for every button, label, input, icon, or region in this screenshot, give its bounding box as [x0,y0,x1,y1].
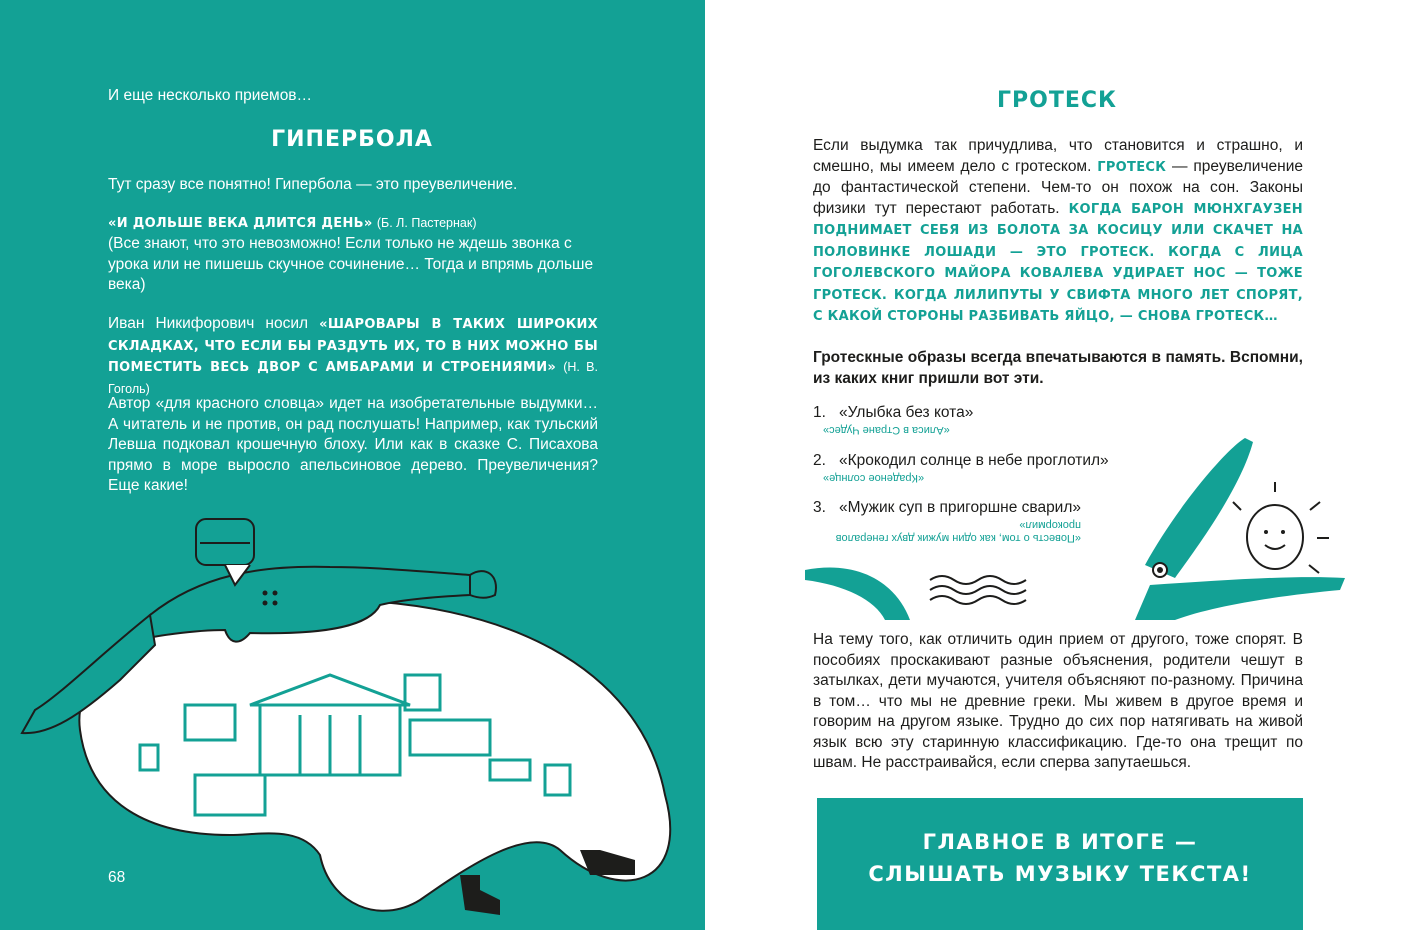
list-item-number: 3. [813,499,826,516]
list-item-number: 1. [813,404,826,421]
answer-upside-down: «Краденое солнце» [823,472,925,484]
heading-grotesque: ГРОТЕСК [996,88,1117,113]
man-in-huge-trousers-illustration [0,505,705,930]
crocodile-lower-jaw [1135,577,1345,620]
banner-line-1: ГЛАВНОЕ В ИТОГЕ — [922,830,1198,854]
crocodile-and-sun-illustration [705,430,1410,630]
trousers-shape [79,600,670,911]
grotesque-examples: КОГДА БАРОН МЮНХГАУЗЕН ПОДНИМАЕТ СЕБЯ ИЗ БОЛОТА ЗА КОСИЦУ ИЛИ СКАЧЕТ НА ПОЛОВИНКЕ ЛОШАДИ — ЭТО ГРОТЕСК. КОГДА С ЛИЦА ГОГОЛЕВСКОГО МАЙОРА КОВАЛЕВА УДИРАЕТ НОС — ТОЖЕ ГРОТЕСК. КОГДА ЛИЛИПУТЫ У СВИФТА МНОГО ЛЕТ СПОРЯТ, С КАКОЙ СТОРОНЫ РАЗБИВАТЬ ЯЙЦО, — СНОВА ГРОТЕСК… [813,201,1303,324]
intro-text: И еще несколько приемов… [108,87,313,104]
crocodile-tail [805,567,910,620]
answer-upside-down: «Алиса в Стране Чудес» [823,424,950,436]
question-text: Гротескные образы всегда впечатываются в память. Вспомни, из каких книг пришли вот эти. [813,349,1303,387]
gogol-lead: Иван Никифорович носил [108,315,320,332]
hyperbola-definition: Тут сразу все понятно! Гипербола — это преувеличение. [108,176,518,193]
list-item-text: «Крокодил солнце в небе проглотил» [839,452,1109,469]
grotesque-paragraph [813,136,1303,328]
grotesque-term: ГРОТЕСК [1097,159,1167,175]
quote-pasternak: «И ДОЛЬШЕ ВЕКА ДЛИТСЯ ДЕНЬ» [108,216,373,231]
classification-paragraph: На тему того, как отличить один прием от другого, тоже спорят. В пособиях проскакивают разные объяснения, родители чешут в затылках, дети мучаются, учителя объясняют по-разному. Причина в том… что мы не древние греки. Мы живем в другое время и говорим на другом языке. Трудно до сих пор натягивать на живой язык всю эту старинную классификацию. Где-то она трещит по швам. Не расстраивайся, если сперва запутаешься. [813,631,1303,771]
list-item-text: «Мужик суп в пригоршне сварил» [839,499,1082,516]
sun-icon [1247,505,1303,569]
hyperbola-examples: Автор «для красного словца» идет на изобретательные выдумки… А читатель и не против, он рад послушать! Например, как тульский Левша подковал крошечную блоху. Или как в сказке С. Писахова прямо в море выросло апельсиновое дерево. Преувеличения? Еще какие! [108,395,598,494]
hyperbola-comment: (Все знают, что это невозможно! Если только не ждешь звонка с урока или не пишешь скучное сочинение… Тогда и впрямь дольше века) [108,235,594,293]
boot-left [460,875,500,915]
right-page [705,0,1410,930]
summary-banner [817,798,1303,930]
grotesque-intro: Если выдумка так причудлива, что становится и страшно, и смешно, мы имеем дело с гротеском. [813,137,1303,175]
list-item-text: «Улыбка без кота» [839,404,974,421]
water-waves [930,576,1026,604]
list-item-number: 2. [813,452,826,469]
quote-gogol-author: (Н. В. Гоголь) [108,360,598,396]
answer-upside-down: «Повесть о том, как один мужик двух генералов прокормил» [835,519,1081,544]
right-hand [470,571,496,598]
heading-hyperbola: ГИПЕРБОЛА [271,127,433,152]
crocodile-upper-jaw [1145,438,1253,578]
gogol-paragraph [108,314,598,399]
banner-line-2: СЛЫШАТЬ МУЗЫКУ ТЕКСТА! [868,862,1252,886]
list-item [813,403,973,424]
page-number: 68 [108,869,126,886]
quote-pasternak-line [108,213,598,235]
quote-gogol: «ШАРОВАРЫ В ТАКИХ ШИРОКИХ СКЛАДКАХ, ЧТО ЕСЛИ БЫ РАЗДУТЬ ИХ, ТО В НИХ МОЖНО БЫ ПОМЕСТИТЬ ВЕСЬ ДВОР С АМБАРАМИ И СТРОЕНИЯМИ» [108,317,598,375]
quote-pasternak-author: (Б. Л. Пастернак) [376,216,477,230]
grotesque-definition: — преувеличение до фантастической степени. Чем-то он похож на сон. Законы физики тут перестают работать. [813,157,1303,217]
